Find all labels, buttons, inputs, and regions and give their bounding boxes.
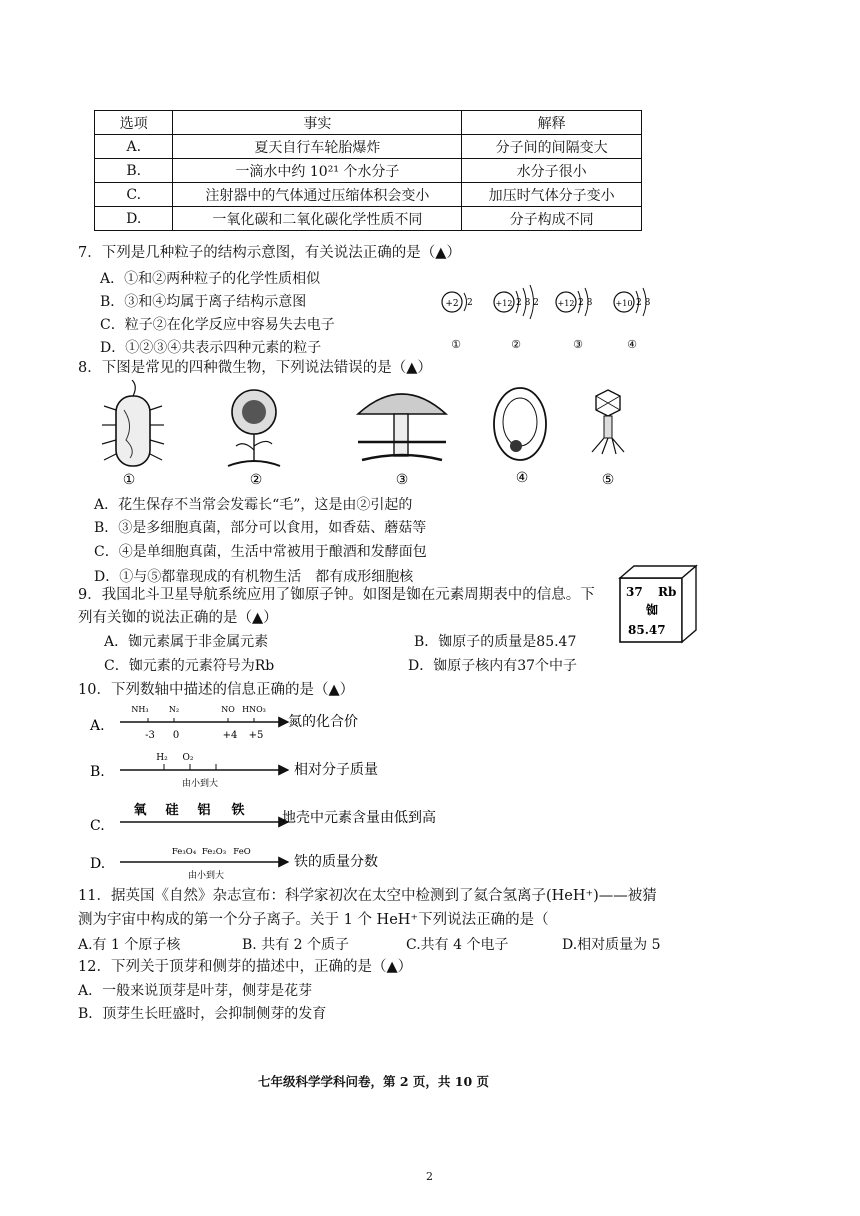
svg-text:Fe₃O₄: Fe₃O₄ [171, 847, 197, 857]
atom-nucleus: +2 [445, 299, 459, 309]
number-line-b [90, 753, 378, 789]
element-number: 37 [626, 585, 643, 599]
atom-label: ② [511, 338, 521, 351]
svg-text:氮的化合价: 氮的化合价 [288, 714, 358, 730]
svg-text:-3: -3 [145, 730, 155, 741]
element-name: 铷 [646, 603, 659, 617]
q9-option-a: A．铷元素属于非金属元素 [104, 634, 269, 650]
table-header: 解释 [462, 111, 642, 135]
table-cell: C. [95, 183, 173, 207]
q7-option-d: D．①②③④共表示四种元素的粒子 [100, 340, 322, 356]
svg-text:+4: +4 [222, 730, 238, 741]
table-header: 选项 [95, 111, 173, 135]
rubidium-element-card [616, 562, 702, 646]
svg-text:NH₃: NH₃ [131, 705, 149, 714]
q7-option-c: C．粒子②在化学反应中容易失去电子 [100, 317, 335, 333]
atom-shells: 2 8 [578, 298, 593, 308]
organism-label: ③ [395, 472, 409, 488]
svg-text:NO: NO [221, 705, 235, 714]
svg-text:A.: A. [90, 718, 105, 734]
table-cell: 一滴水中约 10²¹ 个水分子 [173, 159, 462, 183]
table-row [95, 159, 642, 183]
svg-text:D.: D. [90, 856, 106, 872]
q7-option-a: A．①和②两种粒子的化学性质相似 [100, 271, 321, 287]
organism-label: ① [122, 472, 136, 488]
table-cell: 分子间的间隔变大 [462, 135, 642, 159]
table-cell: 一氧化碳和二氧化碳化学性质不同 [173, 207, 462, 231]
atom-label: ③ [573, 338, 583, 351]
q9-option-d: D．铷原子核内有37个中子 [408, 658, 578, 674]
svg-text:N₂: N₂ [168, 705, 180, 714]
q11-stem-line1: 11．据英国《自然》杂志宣布：科学家初次在太空中检测到了氦合氢离子(HeH⁺)——被猜 [78, 888, 657, 904]
atom-shells: 2 [467, 298, 473, 308]
atom-nucleus: +12 [495, 299, 513, 308]
q8-option-b: B．③是多细胞真菌，部分可以食用，如香菇、蘑菇等 [94, 520, 427, 536]
table-cell: B. [95, 159, 173, 183]
table-header: 事实 [173, 111, 462, 135]
svg-text:C.: C. [90, 818, 105, 834]
q9-stem-line2: 列有关铷的说法正确的是（▲） [78, 610, 278, 626]
table-cell: 夏天自行车轮胎爆炸 [173, 135, 462, 159]
table-cell: 水分子很小 [462, 159, 642, 183]
svg-text:铝: 铝 [197, 803, 211, 818]
svg-text:+5: +5 [248, 730, 264, 741]
q9-option-b: B．铷原子的质量是85.47 [414, 634, 577, 650]
bacteriophage-illustration [592, 390, 624, 488]
svg-text:B.: B. [90, 764, 105, 780]
number-line-a [89, 705, 358, 741]
q9-stem-line1: 9．我国北斗卫星导航系统应用了铷原子钟。如图是铷在元素周期表中的信息。下 [78, 587, 595, 603]
q9-option-c: C．铷元素的元素符号为Rb [104, 658, 275, 674]
atom-nucleus: +12 [557, 299, 575, 308]
q8-option-c: C．④是单细胞真菌，生活中常被用于酿酒和发酵面包 [94, 544, 427, 560]
element-symbol: Rb [658, 585, 677, 599]
table-cell: A. [95, 135, 173, 159]
q8-stem: 8．下图是常见的四种微生物，下列说法错误的是（▲） [78, 360, 432, 376]
number-line-d [90, 847, 378, 881]
q11-option-c: C.共有 4 个电子 [406, 937, 509, 953]
table-row [95, 135, 642, 159]
q12-option-a: A．一般来说顶芽是叶芽，侧芽是花芽 [78, 983, 313, 999]
q12-stem: 12．下列关于顶芽和侧芽的描述中，正确的是（▲） [78, 959, 413, 975]
q11-option-b: B. 共有 2 个质子 [242, 937, 349, 953]
svg-text:Fe₂O₃: Fe₂O₃ [201, 847, 227, 857]
svg-text:HNO₃: HNO₃ [242, 705, 266, 714]
organism-label: ② [249, 472, 263, 488]
microorganism-illustrations [96, 380, 656, 490]
mold-illustration [228, 390, 280, 488]
svg-text:氧: 氧 [133, 803, 147, 818]
table-header-row [95, 111, 642, 135]
svg-text:由小到大: 由小到大 [187, 871, 225, 881]
atom-diagram-4 [614, 288, 651, 351]
organism-label: ⑤ [601, 472, 615, 488]
atom-diagram-2 [494, 285, 539, 351]
number-line-c [90, 802, 436, 834]
atom-label: ④ [627, 338, 637, 351]
svg-text:相对分子质量: 相对分子质量 [294, 762, 378, 778]
atom-label: ① [451, 338, 461, 351]
svg-text:铁: 铁 [231, 803, 245, 818]
atom-diagram-1 [442, 292, 473, 351]
q11-option-a: A.有 1 个原子核 [78, 937, 181, 953]
atom-structure-diagrams [430, 282, 660, 354]
bacterium-illustration [102, 380, 164, 488]
table-cell: D. [95, 207, 173, 231]
element-mass: 85.47 [628, 623, 666, 637]
table-row [95, 207, 642, 231]
yeast-illustration [494, 388, 546, 486]
svg-text:由小到大: 由小到大 [181, 779, 219, 789]
atom-shells: 2 8 [636, 298, 651, 308]
table-row [95, 183, 642, 207]
svg-text:FeO: FeO [233, 847, 251, 857]
table-cell: 注射器中的气体通过压缩体积会变小 [173, 183, 462, 207]
q7-option-b: B．③和④均属于离子结构示意图 [100, 294, 307, 310]
q11-option-d: D.相对质量为 5 [562, 937, 661, 953]
atom-shells: 2 8 2 [516, 298, 539, 308]
atom-diagram-3 [556, 288, 593, 351]
table-cell: 加压时气体分子变小 [462, 183, 642, 207]
svg-text:铁的质量分数: 铁的质量分数 [294, 854, 378, 870]
facts-table [94, 110, 642, 231]
q10-stem: 10．下列数轴中描述的信息正确的是（▲） [78, 682, 355, 698]
svg-text:地壳中元素含量由低到高: 地壳中元素含量由低到高 [282, 810, 436, 826]
q8-option-a: A．花生保存不当常会发霉长“毛”，这是由②引起的 [94, 497, 413, 513]
number-line-diagrams [88, 700, 508, 882]
q12-option-b: B．顶芽生长旺盛时，会抑制侧芽的发育 [78, 1006, 327, 1022]
mushroom-illustration [358, 394, 446, 488]
q8-option-d: D．①与⑤都靠现成的有机物生活 都有成形细胞核 [94, 569, 414, 585]
atom-nucleus: +10 [615, 299, 633, 308]
q7-stem: 7．下列是几种粒子的结构示意图，有关说法正确的是（▲） [78, 245, 461, 261]
q11-stem-line2: 测为宇宙中构成的第一个分子离子。关于 1 个 HeH⁺下列说法正确的是（ [78, 912, 549, 928]
page-footer: 七年级科学学科问卷，第 2 页，共 10 页 [258, 1074, 490, 1089]
svg-text:H₂: H₂ [156, 753, 168, 763]
svg-text:0: 0 [172, 730, 180, 741]
organism-label: ④ [515, 470, 529, 486]
page-number: 2 [426, 1170, 433, 1183]
svg-text:O₂: O₂ [182, 753, 194, 763]
table-cell: 分子构成不同 [462, 207, 642, 231]
svg-text:硅: 硅 [165, 803, 179, 818]
